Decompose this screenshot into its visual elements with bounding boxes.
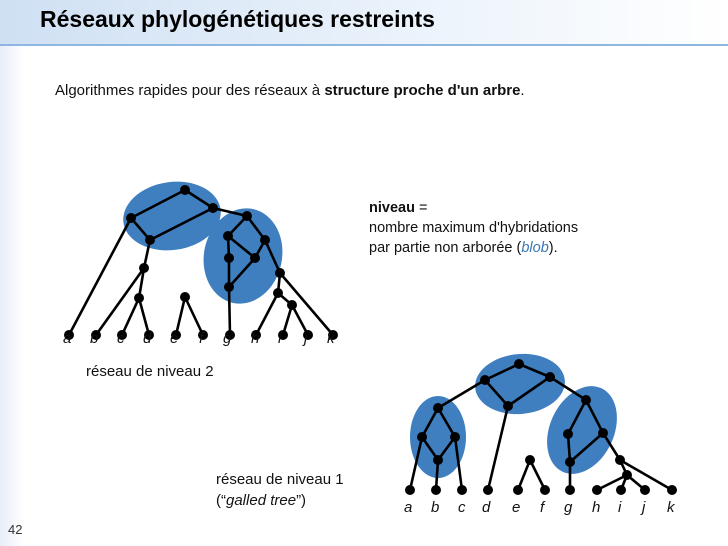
page-number: 42 <box>8 522 23 537</box>
node <box>417 432 427 442</box>
leaf-labels-level-2 <box>63 330 336 347</box>
definition-line-3-post: ). <box>548 240 558 256</box>
node <box>581 395 591 405</box>
leaf-label: j <box>642 499 646 516</box>
definition-line-2: nombre maximum d'hybridations <box>369 220 579 236</box>
node <box>450 432 460 442</box>
leaf-node <box>513 485 523 495</box>
leaf-label: e <box>512 499 521 516</box>
leaf-labels-level-1 <box>404 499 676 516</box>
node <box>433 403 443 413</box>
leaf-label: b <box>431 499 440 516</box>
caption-level-2: réseau de niveau 2 <box>86 363 214 380</box>
node <box>134 293 144 303</box>
blob-word: blob <box>521 240 549 256</box>
node <box>514 359 524 369</box>
subtitle-end: . <box>520 82 525 99</box>
node <box>545 372 555 382</box>
leaf-node <box>565 485 575 495</box>
leaf-label: h <box>251 330 260 347</box>
node <box>433 455 443 465</box>
leaf-label: c <box>117 330 125 347</box>
leaf-label: h <box>592 499 601 516</box>
node <box>615 455 625 465</box>
caption-level-1 <box>216 469 344 511</box>
leaf-label: i <box>278 330 282 347</box>
leaf-node <box>431 485 441 495</box>
leaf-label: f <box>199 330 204 347</box>
leaf-node <box>592 485 602 495</box>
leaf-label: j <box>304 330 308 347</box>
leaf-label: d <box>143 330 152 347</box>
leaf-node <box>667 485 677 495</box>
node <box>525 455 535 465</box>
subtitle-bold: structure proche d'un arbre <box>324 82 521 99</box>
node <box>180 292 190 302</box>
node <box>275 268 285 278</box>
leaf-label: f <box>540 499 545 516</box>
leaf-label: a <box>63 330 72 347</box>
leaf-node <box>405 485 415 495</box>
leaf-label: c <box>458 499 466 516</box>
caption-open-quote: (“ <box>216 492 226 509</box>
leaf-node <box>457 485 467 495</box>
node <box>224 282 234 292</box>
node <box>223 231 233 241</box>
leaf-label: k <box>327 330 335 347</box>
definition-equals: = <box>414 200 428 216</box>
caption-close-quote: ”) <box>296 492 307 509</box>
caption-level-1-line-1: réseau de niveau 1 <box>216 471 344 488</box>
slide-title: Réseaux phylogénétiques restreints <box>40 6 435 32</box>
leaf-label: b <box>90 330 99 347</box>
node <box>287 300 297 310</box>
node <box>565 457 575 467</box>
node <box>273 288 283 298</box>
definition-line-3-pre: par partie non arborée ( <box>369 240 522 256</box>
node <box>260 235 270 245</box>
node <box>139 263 149 273</box>
node <box>598 428 608 438</box>
network-level-2 <box>63 176 338 347</box>
galled-tree-term: galled tree <box>226 492 297 509</box>
node <box>480 375 490 385</box>
leaf-node <box>540 485 550 495</box>
leaf-label: k <box>667 499 675 516</box>
node <box>208 203 218 213</box>
leaf-label: g <box>223 330 232 347</box>
node <box>250 253 260 263</box>
node <box>503 401 513 411</box>
node <box>180 185 190 195</box>
leaf-node <box>640 485 650 495</box>
caption-level-1-line-2 <box>216 490 344 511</box>
network-level-1 <box>404 350 677 516</box>
leaf-label: e <box>170 330 179 347</box>
leaf-label: a <box>404 499 413 516</box>
leaf-label: i <box>618 499 622 516</box>
subtitle-text: Algorithmes rapides pour des réseaux à <box>55 82 325 99</box>
leaf-label: d <box>482 499 491 516</box>
node <box>126 213 136 223</box>
node <box>563 429 573 439</box>
node <box>145 235 155 245</box>
node <box>224 253 234 263</box>
node <box>242 211 252 221</box>
definition-term: niveau <box>369 200 415 216</box>
leaf-label: g <box>564 499 573 516</box>
leaf-node <box>483 485 493 495</box>
